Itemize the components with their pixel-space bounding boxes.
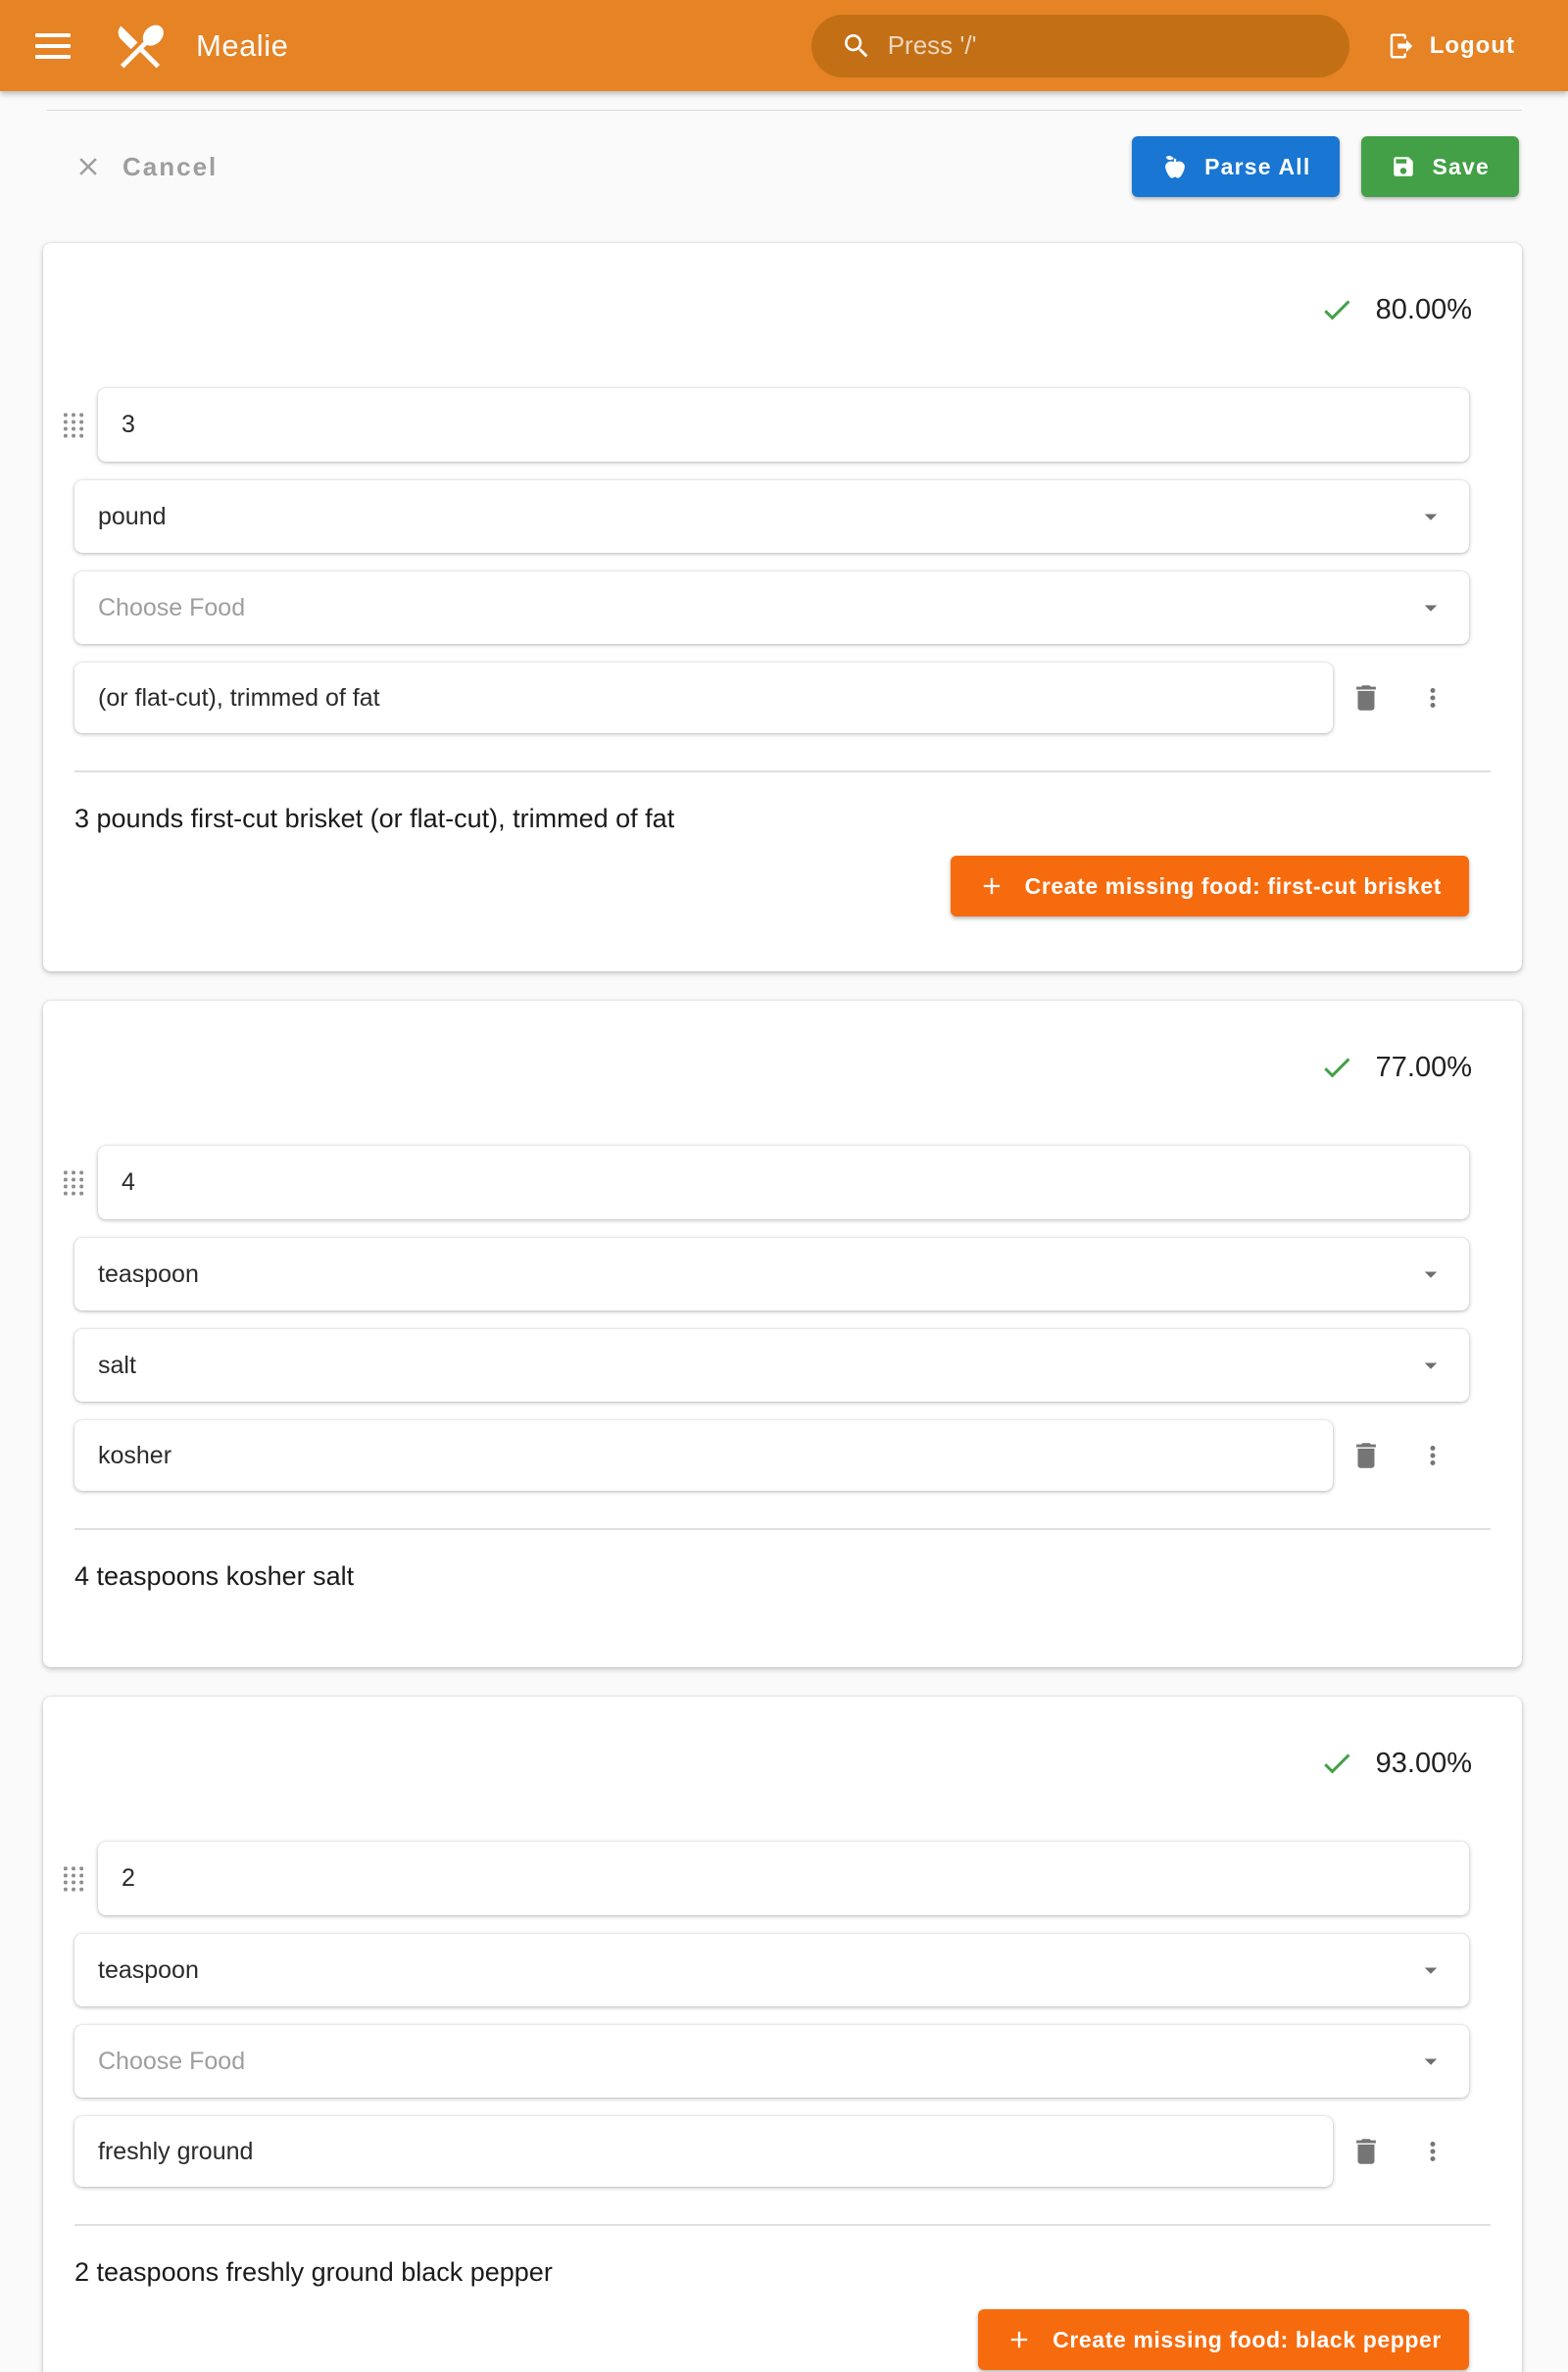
original-ingredient-text: 3 pounds first-cut brisket (or flat-cut), trimmed of fat: [74, 804, 675, 833]
delete-button[interactable]: [1347, 681, 1386, 715]
parse-all-label: Parse All: [1204, 153, 1311, 179]
caret-down-icon: [1416, 1955, 1446, 1985]
unit-select[interactable]: [74, 1934, 1469, 2006]
card-divider: [74, 1528, 1491, 1530]
drag-icon[interactable]: [59, 1168, 88, 1198]
food-value: salt: [98, 1351, 136, 1379]
confidence-value: 80.00%: [1375, 293, 1472, 325]
search-bar[interactable]: [811, 15, 1349, 77]
food-placeholder: Choose Food: [98, 2047, 246, 2075]
logout-label: Logout: [1429, 31, 1515, 59]
dots-vertical-icon: [1418, 1441, 1447, 1470]
quantity-row: [59, 1842, 1491, 1915]
quantity-row: [59, 1146, 1491, 1219]
confidence-row: [74, 288, 1472, 331]
drag-icon[interactable]: [59, 411, 88, 440]
close-icon: [74, 152, 103, 181]
save-button[interactable]: [1361, 136, 1519, 197]
quantity-input[interactable]: [122, 1168, 1446, 1197]
more-options-button[interactable]: [1415, 1441, 1450, 1470]
original-ingredient-text: 4 teaspoons kosher salt: [74, 1561, 355, 1591]
check-icon: [1319, 1746, 1354, 1781]
search-icon: [841, 30, 872, 62]
trash-icon: [1349, 681, 1383, 715]
quantity-input[interactable]: [122, 1864, 1446, 1893]
trash-icon: [1349, 1439, 1383, 1472]
quantity-field: [98, 1842, 1469, 1915]
card-divider: [74, 2224, 1491, 2226]
cancel-button[interactable]: [74, 152, 218, 182]
cancel-label: Cancel: [122, 151, 219, 181]
quantity-row: [59, 388, 1491, 462]
confidence-value: 93.00%: [1375, 1747, 1472, 1779]
caret-down-icon: [1416, 2047, 1446, 2076]
food-placeholder: Choose Food: [98, 593, 246, 621]
search-input[interactable]: [888, 30, 1324, 61]
note-input[interactable]: [98, 1442, 1309, 1470]
apple-icon: [1161, 153, 1189, 180]
caret-down-icon: [1416, 1351, 1446, 1380]
more-options-button[interactable]: [1415, 2137, 1450, 2166]
food-select[interactable]: [74, 2025, 1469, 2098]
quantity-field: [98, 388, 1469, 462]
menu-icon[interactable]: [35, 33, 71, 59]
note-row: [74, 2116, 1491, 2187]
unit-select[interactable]: [74, 480, 1469, 553]
confidence-row: [74, 1742, 1472, 1785]
drag-icon[interactable]: [59, 1864, 88, 1894]
dots-vertical-icon: [1418, 2137, 1447, 2166]
save-label: Save: [1432, 153, 1490, 179]
check-icon: [1319, 292, 1354, 327]
note-input[interactable]: [98, 684, 1309, 713]
brand: [112, 18, 288, 74]
ingredient-card: [43, 1001, 1522, 1667]
ingredient-list: [0, 209, 1568, 2372]
app-header: [0, 0, 1568, 91]
note-field: [74, 663, 1333, 733]
check-icon: [1319, 1050, 1354, 1085]
note-row: [74, 1420, 1491, 1491]
note-input[interactable]: [98, 2138, 1309, 2166]
create-missing-food-label: Create missing food: first-cut brisket: [1024, 872, 1442, 899]
trash-icon: [1349, 2135, 1383, 2168]
unit-value: pound: [98, 502, 167, 530]
parse-all-button[interactable]: [1132, 136, 1340, 197]
plus-icon: [1005, 2326, 1033, 2353]
app-title: Mealie: [196, 27, 289, 63]
create-missing-food-label: Create missing food: black pepper: [1053, 2326, 1442, 2352]
action-bar: [0, 111, 1568, 209]
plus-icon: [978, 872, 1005, 900]
confidence-value: 77.00%: [1375, 1051, 1472, 1083]
confidence-row: [74, 1046, 1472, 1089]
caret-down-icon: [1416, 502, 1446, 531]
food-select[interactable]: [74, 1329, 1469, 1402]
unit-value: teaspoon: [98, 1955, 199, 1984]
note-row: [74, 663, 1491, 733]
note-field: [74, 2116, 1333, 2187]
more-options-button[interactable]: [1415, 683, 1450, 713]
dots-vertical-icon: [1418, 683, 1447, 713]
quantity-field: [98, 1146, 1469, 1219]
original-ingredient-text: 2 teaspoons freshly ground black pepper: [74, 2257, 553, 2287]
create-missing-food-button[interactable]: [978, 2309, 1469, 2370]
save-icon: [1391, 154, 1416, 179]
logout-button[interactable]: [1387, 31, 1515, 61]
delete-button[interactable]: [1347, 2135, 1386, 2168]
caret-down-icon: [1416, 593, 1446, 622]
unit-select[interactable]: [74, 1238, 1469, 1310]
unit-value: teaspoon: [98, 1260, 199, 1288]
logout-icon: [1387, 31, 1416, 61]
food-select[interactable]: [74, 571, 1469, 644]
note-field: [74, 1420, 1333, 1491]
create-missing-food-button[interactable]: [951, 856, 1469, 916]
quantity-input[interactable]: [122, 411, 1446, 439]
caret-down-icon: [1416, 1260, 1446, 1289]
ingredient-card: [43, 243, 1522, 971]
delete-button[interactable]: [1347, 1439, 1386, 1472]
ingredient-card: [43, 1697, 1522, 2372]
silverware-logo-icon: [112, 18, 169, 74]
card-divider: [74, 770, 1491, 772]
